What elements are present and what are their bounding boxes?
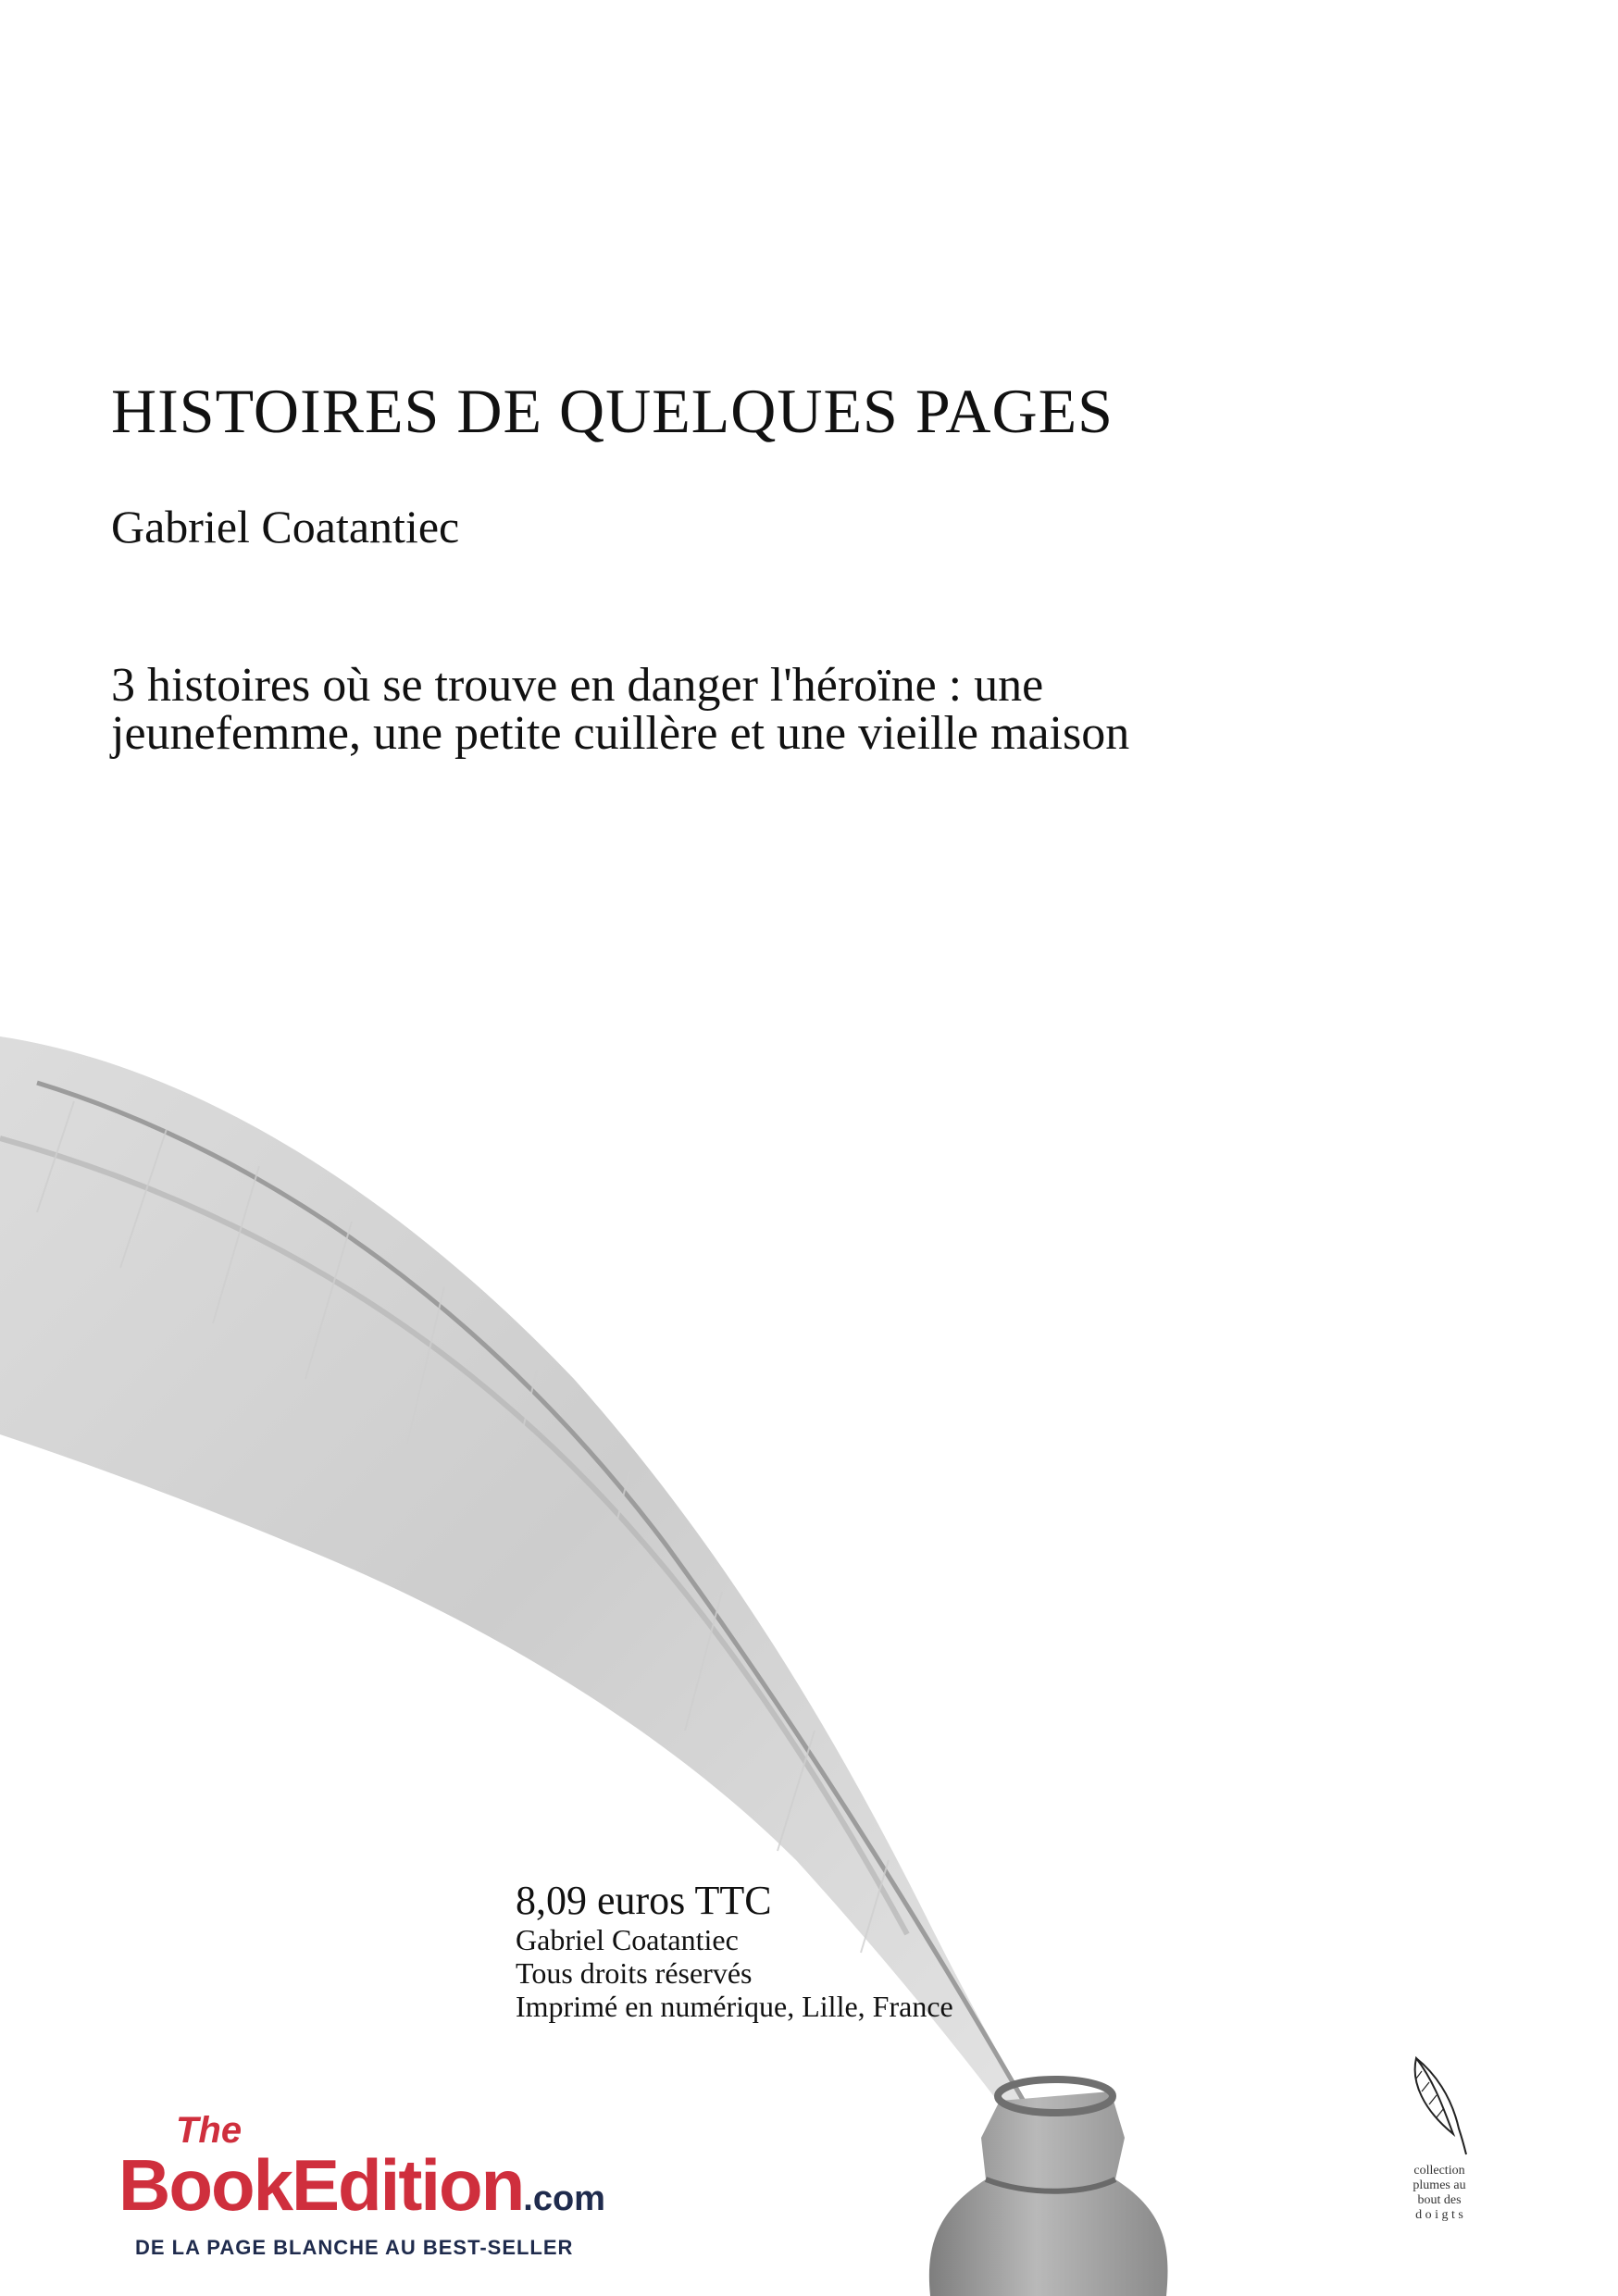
logo-domain: .com	[523, 2179, 605, 2218]
logo-tagline: DE LA PAGE BLANCHE AU BEST-SELLER	[135, 2236, 574, 2259]
logo-wordmark	[118, 2143, 605, 2228]
collection-name	[1393, 2164, 1486, 2223]
book-author: Gabriel Coatantiec	[111, 501, 460, 552]
info-author: Gabriel Coatantiec	[516, 1923, 739, 1956]
feather-icon	[1407, 2054, 1472, 2156]
collection-logo	[1393, 2054, 1486, 2223]
printing-location: Imprimé en numérique, Lille, France	[516, 1990, 953, 2023]
publication-info	[516, 1879, 953, 2023]
collection-line-4: d o i g t s	[1415, 2208, 1463, 2222]
book-title: HISTOIRES DE QUELQUES PAGES	[111, 376, 1114, 446]
collection-line-3: bout des	[1417, 2193, 1462, 2207]
collection-line-2: plumes au	[1413, 2178, 1466, 2192]
price: 8,09 euros TTC	[516, 1878, 772, 1923]
logo-the: The	[176, 2110, 243, 2151]
quill-and-inkwell-icon	[0, 1027, 1203, 2296]
collection-line-1: collection	[1413, 2164, 1465, 2178]
rights: Tous droits réservés	[516, 1956, 753, 1990]
logo-name: BookEdition	[118, 2144, 524, 2226]
book-summary: 3 histoires où se trouve en danger l'héroïne : une jeunefemme, une petite cuillère et une vieille maison	[111, 659, 1130, 760]
